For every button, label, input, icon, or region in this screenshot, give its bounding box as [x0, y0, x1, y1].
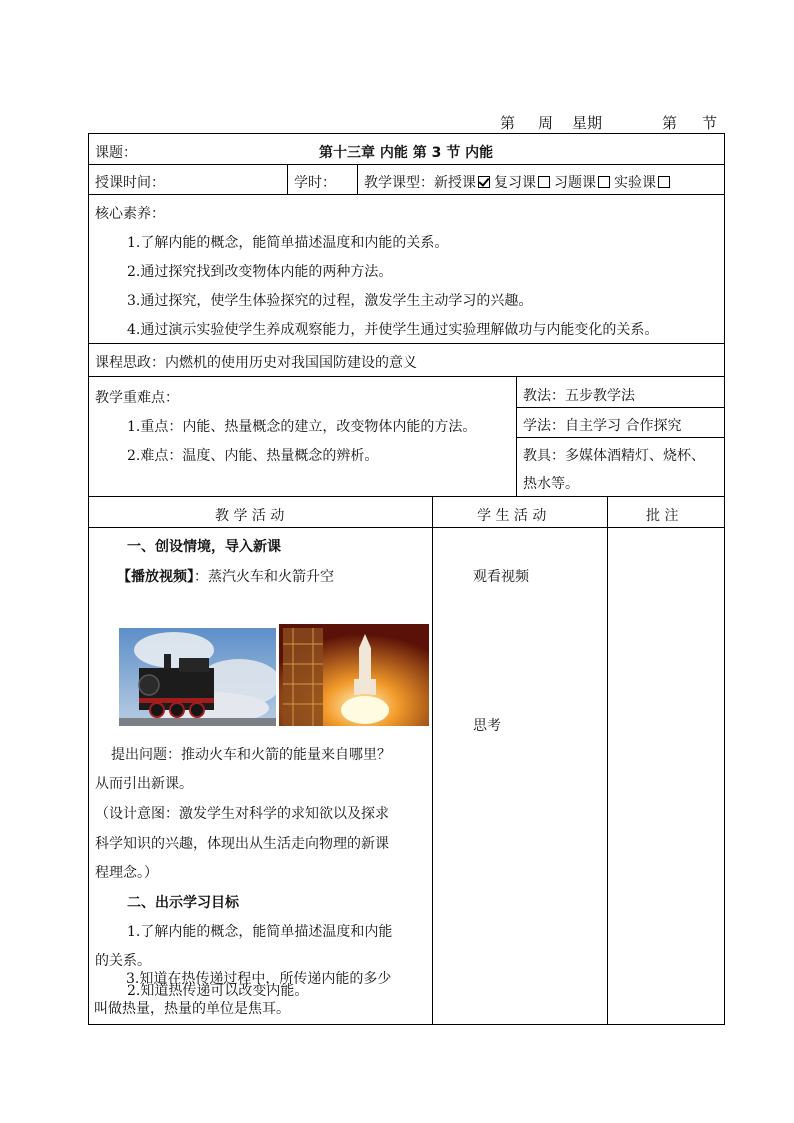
keypoint-item: 1.重点：内能、热量概念的建立，改变物体内能的方法。	[127, 419, 477, 435]
student-activity-watch: 观看视频	[473, 569, 529, 585]
core-item: 4.通过演示实验使学生养成观察能力，并使学生通过实验理解做功与内能变化的关系。	[127, 322, 659, 338]
row-core	[88, 195, 725, 344]
teaching-activity-cell	[89, 528, 432, 1024]
header-period-di: 第	[662, 114, 678, 132]
student-header-cell	[432, 497, 607, 527]
methods-cell	[516, 377, 724, 496]
time-label: 授课时间：	[95, 175, 165, 191]
hours-label: 学时：	[294, 175, 336, 191]
ideology-text: 课程思政：内燃机的使用历史对我国国防建设的意义	[95, 355, 417, 371]
type-new[interactable]: 新授课	[434, 175, 494, 191]
type-experiment[interactable]: 实验课	[614, 175, 674, 191]
checkbox-icon[interactable]	[598, 176, 610, 188]
header-teaching: 教 学 活 动	[215, 508, 285, 524]
goal-line: 3.知道在热传递过程中，所传递内能的多少	[126, 971, 392, 987]
hours-cell	[287, 165, 357, 194]
keypoint-item: 2.难点：温度、内能、热量概念的辨析。	[127, 448, 379, 464]
design-intent-line: 科学知识的兴趣，体现出从生活走向物理的新课	[95, 836, 389, 852]
row-title	[88, 133, 725, 165]
section1-title: 一、创设情境，导入新课	[127, 539, 281, 555]
notes-header-cell	[607, 497, 724, 527]
row-time	[88, 165, 725, 195]
keypoints-heading: 教学重难点：	[95, 390, 179, 406]
type-cell	[357, 165, 724, 194]
header-notes: 批 注	[646, 508, 679, 524]
student-activity-think: 思考	[473, 718, 501, 734]
checked-box-icon[interactable]	[478, 176, 490, 188]
method-teach: 教法：五步教学法	[523, 388, 635, 404]
header-period-jie: 节	[702, 114, 718, 132]
title-label: 课题：	[95, 145, 137, 161]
lesson-plan-table	[88, 133, 725, 1025]
lesson-type-group	[364, 172, 674, 192]
design-intent-line: 程理念。）	[95, 865, 158, 881]
header-student: 学 生 活 动	[477, 508, 547, 524]
video-tag: 【播放视频】	[117, 569, 194, 585]
method-teach-row	[517, 377, 724, 408]
checkbox-icon[interactable]	[538, 176, 550, 188]
rocket-launch-image	[279, 624, 429, 726]
core-item: 3.通过探究，使学生体验探究的过程，激发学生主动学习的兴趣。	[127, 293, 533, 309]
notes-cell[interactable]	[607, 528, 724, 1024]
method-learn: 学法：自主学习 合作探究	[523, 418, 682, 434]
core-item: 1.了解内能的概念，能简单描述温度和内能的关系。	[127, 235, 449, 251]
header-week: 第	[500, 114, 516, 132]
video-line	[117, 566, 334, 586]
design-intent-line: （设计意图：激发学生对科学的求知欲以及探求	[95, 806, 389, 822]
video-desc: ：蒸汽火车和火箭升空	[194, 569, 334, 585]
header-weekday: 星期	[572, 114, 603, 132]
core-item: 2.通过探究找到改变物体内能的两种方法。	[127, 264, 393, 280]
checkbox-icon[interactable]	[658, 176, 670, 188]
steam-train-image	[119, 628, 276, 726]
goal-line: 的关系。	[95, 953, 151, 969]
lesson-title: 第十三章 内能 第 3 节 内能	[319, 145, 494, 161]
type-exercise[interactable]: 习题课	[554, 175, 614, 191]
type-label: 教学课型：	[364, 175, 434, 191]
row-keypoints	[88, 377, 725, 497]
question-line: 提出问题：推动火车和火箭的能量来自哪里？	[111, 747, 391, 763]
row-activities	[88, 528, 725, 1025]
goal-line: 1.了解内能的概念，能简单描述温度和内能	[127, 924, 393, 940]
tools-line: 教具：多媒体酒精灯、烧杯、	[523, 448, 705, 464]
goal-line: 叫做热量，热量的单位是焦耳。	[94, 1001, 290, 1017]
question-line: 从而引出新课。	[95, 776, 193, 792]
goal-line: 2.知道热传递可以改变内能。	[127, 983, 309, 999]
section2-title: 二、出示学习目标	[127, 895, 239, 911]
header-zhou: 周	[538, 114, 554, 132]
type-review[interactable]: 复习课	[494, 175, 554, 191]
student-activity-cell	[432, 528, 607, 1024]
row-ideology	[88, 344, 725, 377]
method-learn-row	[517, 407, 724, 438]
tools-line: 热水等。	[523, 476, 579, 492]
row-activity-headers	[88, 497, 725, 528]
core-heading: 核心素养：	[95, 206, 165, 222]
